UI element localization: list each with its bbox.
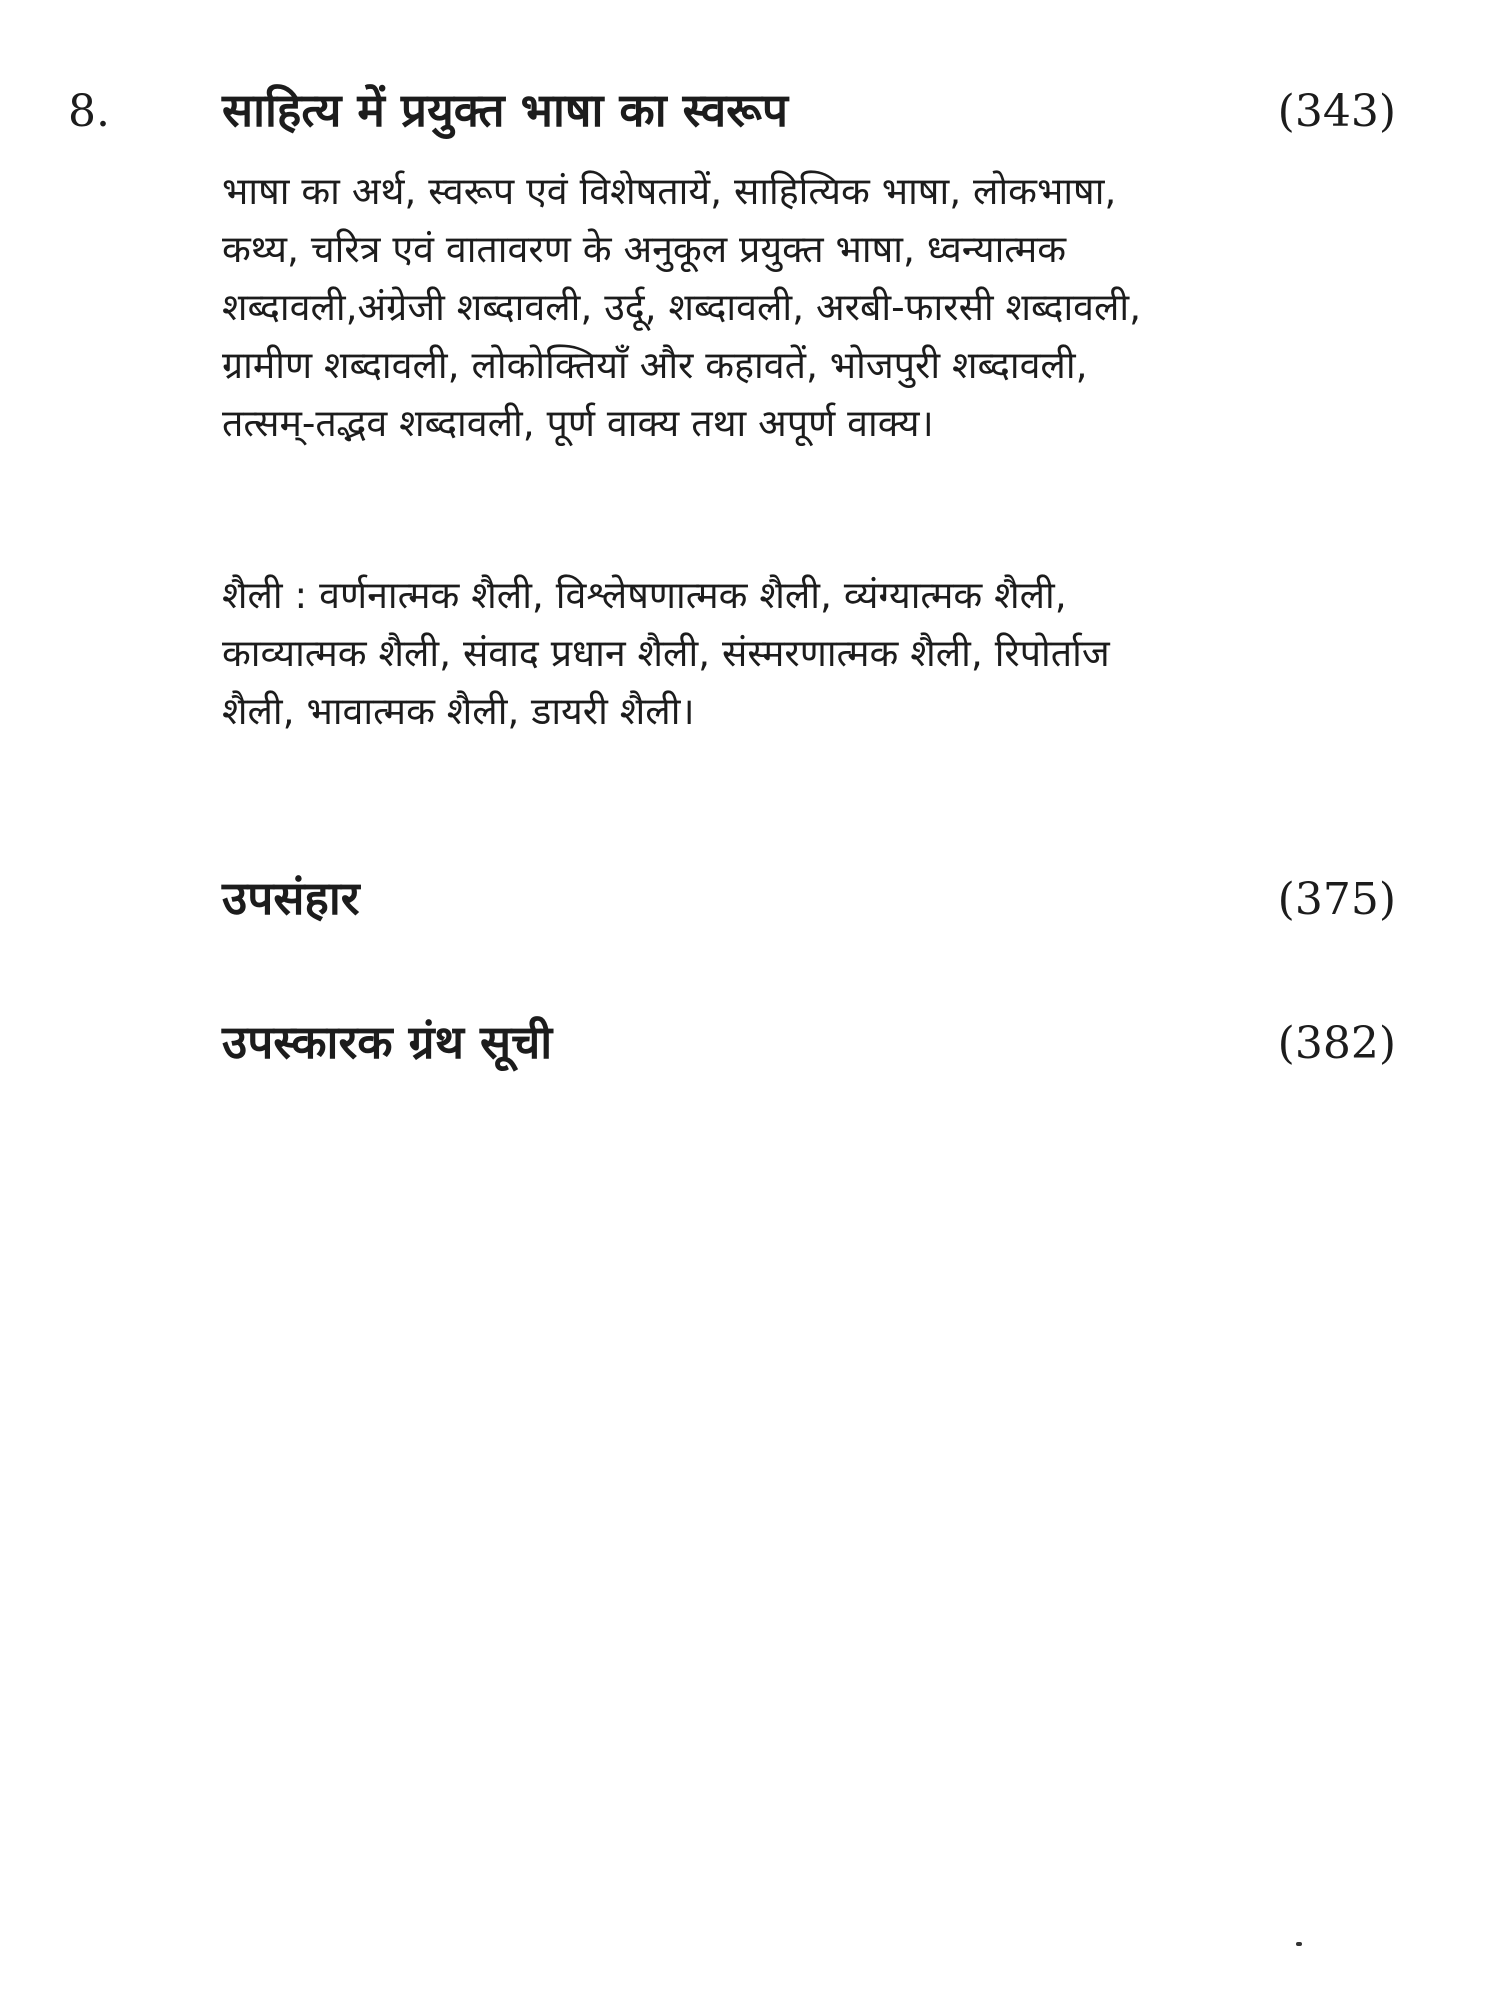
bibliography-title: उपस्कारक ग्रंथ सूची: [222, 1015, 553, 1069]
style-description: [222, 566, 1242, 740]
style-line: शैली, भावात्मक शैली, डायरी शैली।: [222, 689, 695, 733]
chapter-description: [222, 162, 1242, 452]
description-line: भाषा का अर्थ, स्वरूप एवं विशेषतायें, साहित्यिक भाषा, लोकभाषा,: [222, 169, 1117, 213]
bibliography-page-ref: (382): [1277, 1018, 1396, 1069]
chapter-page-ref: (343): [1277, 86, 1396, 137]
description-line: शब्दावली,अंग्रेजी शब्दावली, उर्दू, शब्दावली, अरबी-फारसी शब्दावली,: [222, 285, 1142, 329]
chapter-title: साहित्य में प्रयुक्त भाषा का स्वरूप: [222, 83, 789, 137]
chapter-number: 8.: [68, 86, 110, 137]
description-line: तत्सम्-तद्भव शब्दावली, पूर्ण वाक्य तथा अपूर्ण वाक्य।: [222, 401, 934, 445]
style-line: काव्यात्मक शैली, संवाद प्रधान शैली, संस्मरणात्मक शैली, रिपोर्ताज: [222, 631, 1110, 675]
conclusion-title: उपसंहार: [222, 871, 360, 925]
conclusion-page-ref: (375): [1277, 874, 1396, 925]
scan-speck: [1296, 1942, 1302, 1946]
style-line: शैली : वर्णनात्मक शैली, विश्लेषणात्मक शैली, व्यंग्यात्मक शैली,: [222, 573, 1067, 617]
description-line: कथ्य, चरित्र एवं वातावरण के अनुकूल प्रयुक्त भाषा, ध्वन्यात्मक: [222, 227, 1067, 271]
description-line: ग्रामीण शब्दावली, लोकोक्तियाँ और कहावतें, भोजपुरी शब्दावली,: [222, 343, 1088, 387]
